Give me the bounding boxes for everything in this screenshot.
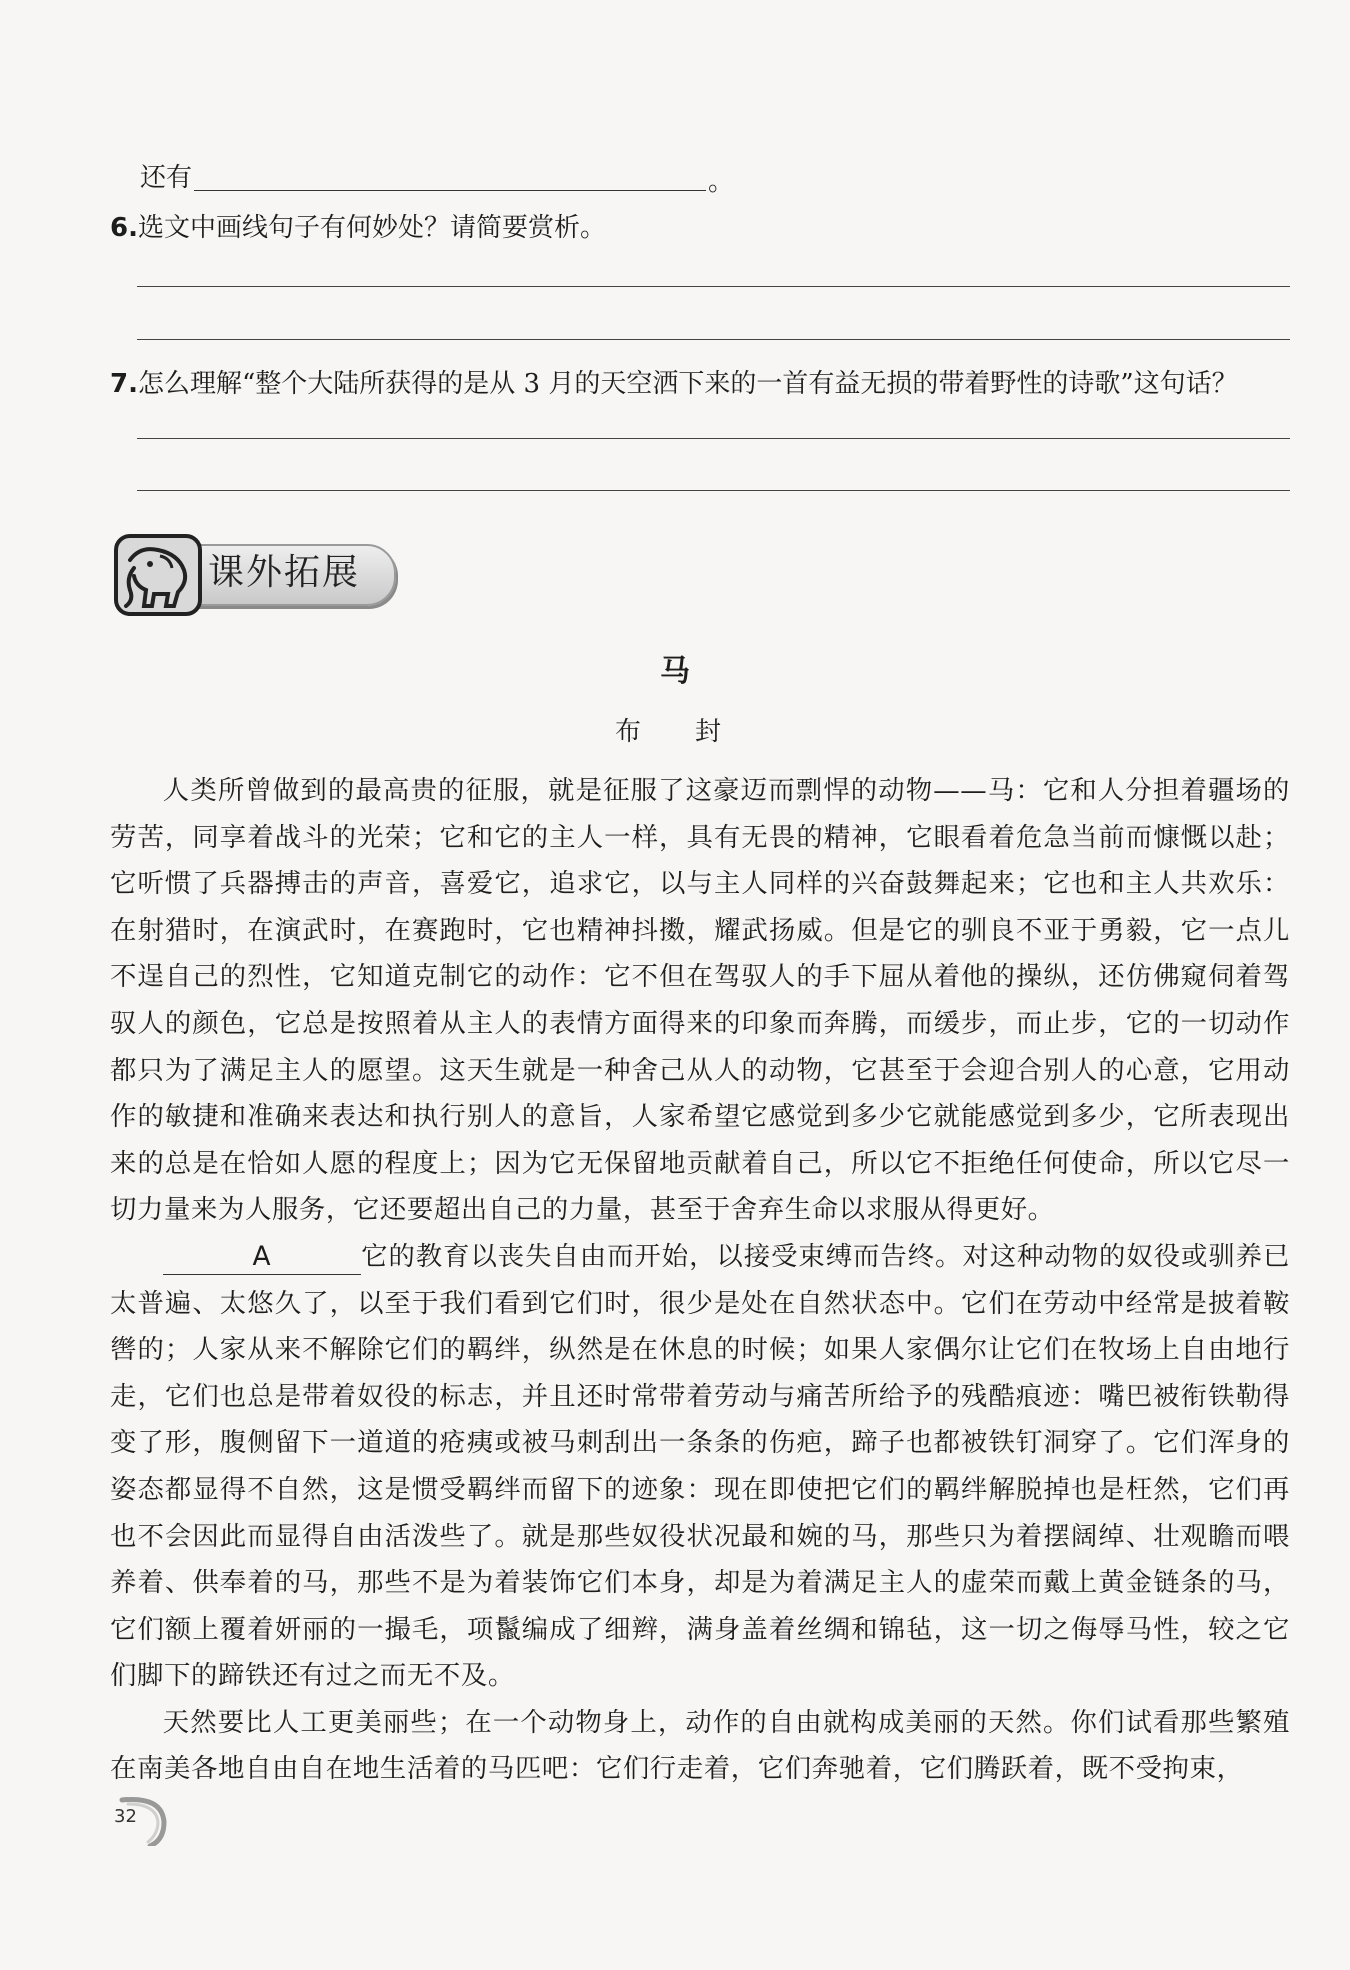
question-6-text: 选文中画线句子有何妙处？请简要赏析。 [137, 213, 606, 243]
article-title: 马 [660, 654, 690, 689]
paragraph-1: 人类所曾做到的最高贵的征服，就是征服了这豪迈而剽悍的动物——马：它和人分担着疆场的劳苦，同享着战斗的光荣；它和它的主人一样，具有无畏的精神，它眼看着危急当前而慷慨以赴；它听惯了兵器搏击的声音，喜爱它，追求它，以与主人同样的兴奋鼓舞起来；它也和主人共欢乐：在射猎时，在演武时，在赛跑时，它也精神抖擞，耀武扬威。但是它的驯良不亚于勇毅，它一点儿不逞自己的烈性，它知道克制它的动作：它不但在驾驭人的手下屈从着他的操纵，还仿佛窥伺着驾驭人的颜色，它总是按照着从主人的表情方面得来的印象而奔腾，而缓步，而止步，它的一切动作都只为了满足主人的愿望。这天生就是一种舍己从人的动物，它甚至于会迎合别人的心意，它用动作的敏捷和准确来表达和执行别人的意旨，人家希望它感觉到多少它就能感觉到多少，它所表现出来的总是在恰如人愿的程度上；因为它无保留地贡献着自己，所以它不拒绝任何使命，所以它尽一切力量来为人服务，它还要超出自己的力量，甚至于舍弃生命以求服从得更好。 [110, 775, 1290, 1226]
page-number: 32 [114, 1806, 137, 1827]
q7-answer-line-2[interactable] [137, 490, 1290, 491]
article-author: 布 封 [614, 717, 735, 747]
question-6 [110, 208, 606, 248]
paragraph-2 [110, 1234, 1290, 1700]
paragraph-3: 天然要比人工更美丽些；在一个动物身上，动作的自由就构成美丽的天然。你们试看那些繁殖在南美各地自由自在地生活着的马匹吧：它们行走着，它们奔驰着，它们腾跃着，既不受拘束， [110, 1706, 1290, 1785]
article-body [110, 768, 1290, 1793]
continuation-prefix: 还有 [140, 163, 193, 193]
q7-answer-line-1[interactable] [137, 438, 1290, 439]
question-7-text: 怎么理解“整个大陆所获得的是从 3 月的天空洒下来的一首有益无损的带着野性的诗歌”这句话？ [137, 369, 1238, 399]
question-7-number: 7. [110, 369, 138, 399]
q6-answer-line-2[interactable] [137, 339, 1290, 340]
q6-answer-line-1[interactable] [137, 286, 1290, 287]
elephant-emblem-icon [110, 530, 206, 620]
section-banner-label: 课外拓展 [208, 552, 361, 593]
section-banner [110, 530, 400, 620]
question-6-number: 6. [110, 213, 138, 243]
paragraph-2-text: 它的教育以丧失自由而开始，以接受束缚而告终。对这种动物的奴役或驯养已太普遍、太悠久了，以至于我们看到它们时，很少是处在自然状态中。它们在劳动中经常是披着鞍辔的；人家从来不解除它们的羁绊，纵然是在休息的时候；如果人家偶尔让它们在牧场上自由地行走，它们也总是带着奴役的标志，并且还时常带着劳动与痛苦所给予的残酷痕迹：嘴巴被衔铁勒得变了形，腹侧留下一道道的疮痍或被马刺刮出一条条的伤疤，蹄子也都被铁钉洞穿了。它们浑身的姿态都显得不自然，这是惯受羁绊而留下的迹象：现在即使把它们的羁绊解脱掉也是枉然，它们再也不会因此而显得自由活泼些了。就是那些奴役状况最和婉的马，那些只为着摆阔绰、壮观瞻而喂养着、供奉着的马，那些不是为着装饰它们本身，却是为着满足主人的虚荣而戴上黄金链条的马，它们额上覆着妍丽的一撮毛，项鬣编成了细辫，满身盖着丝绸和锦毡，这一切之侮辱马性，较之它们脚下的蹄铁还有过之而无不及。 [110, 1240, 1290, 1692]
continuation-suffix: 。 [708, 167, 735, 197]
page-number-badge [108, 1794, 168, 1846]
continuation-blank[interactable] [194, 190, 706, 191]
question-7 [110, 364, 1238, 404]
blank-a[interactable]: A [163, 1240, 361, 1275]
